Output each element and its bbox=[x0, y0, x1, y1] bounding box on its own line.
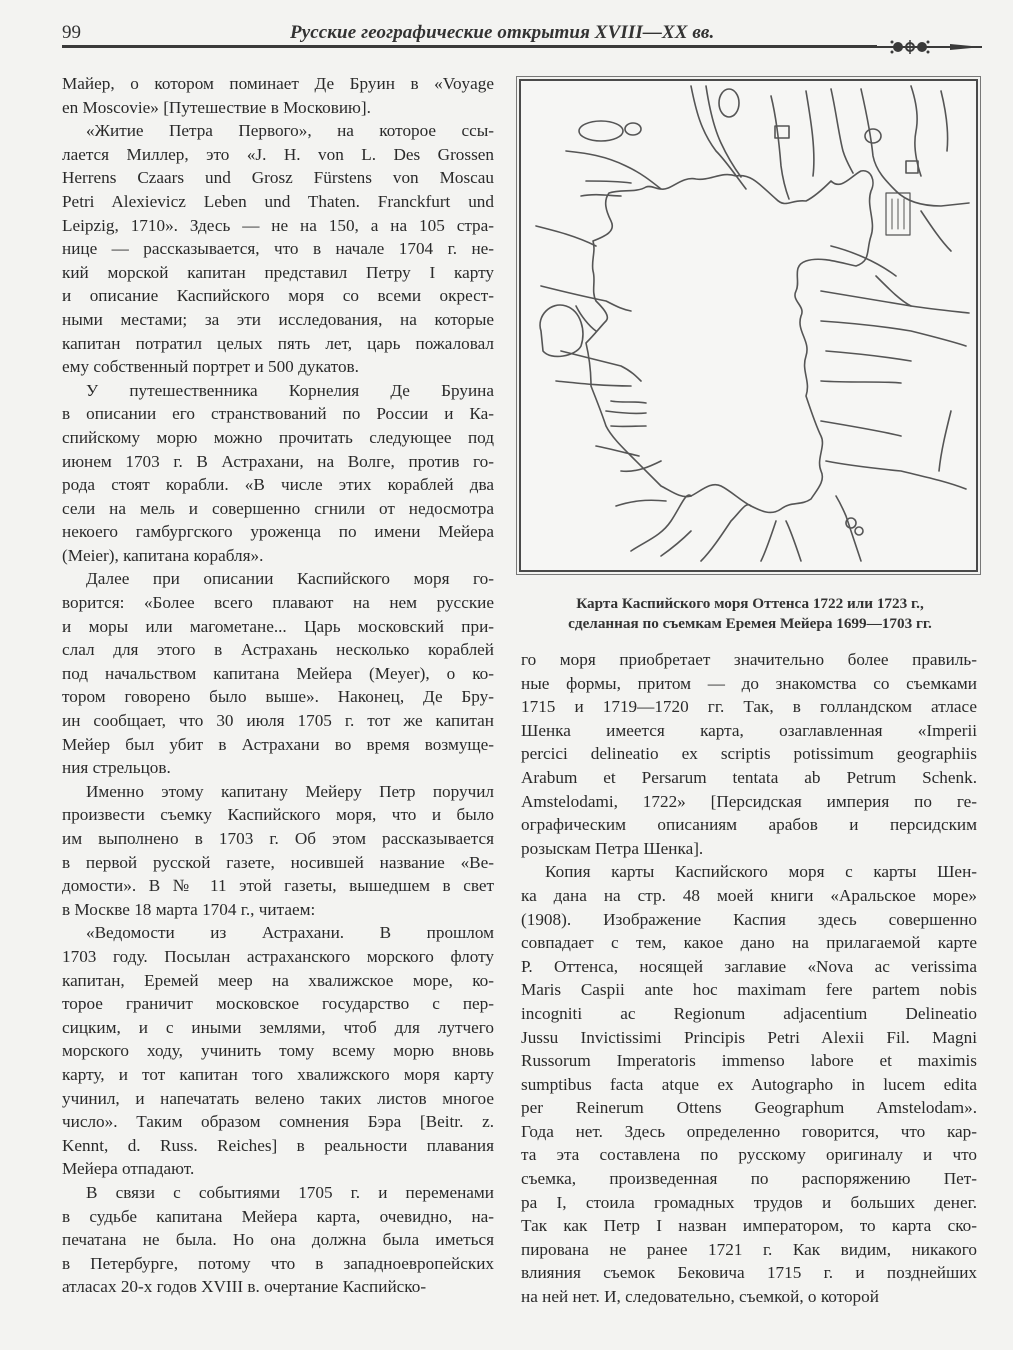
paragraph bbox=[62, 780, 494, 922]
text-line: Arabum et Persarum tentata ab Petrum Schenk. bbox=[521, 767, 977, 787]
text-line: ными местами; за эти исследования, на которые bbox=[62, 309, 494, 329]
text-line: В связи с событиями 1705 г. и переменами bbox=[86, 1182, 494, 1202]
text-line: ка дана на стр. 48 моей книги «Аральское море» bbox=[521, 885, 977, 905]
text-line: «Житие Петра Первого», на которое ссы- bbox=[86, 121, 494, 141]
text-line: домости». В № 11 этой газеты, вышедшем в свет bbox=[62, 876, 494, 896]
text-line: в описании его странствований по России и Ка- bbox=[62, 404, 494, 424]
text-line: влияния съемок Бековича 1715 г. и позднейших bbox=[521, 1263, 977, 1283]
text-line: ные формы, притом — до знакомства со съемками bbox=[521, 673, 977, 693]
figure-caption bbox=[519, 594, 981, 634]
text-line: Года нет. Здесь определенно говорится, что кар- bbox=[521, 1121, 977, 1141]
text-line: лается Миллер, это «J. H. von L. Des Grossen bbox=[62, 144, 494, 164]
text-line: го моря приобретает значительно более правиль- bbox=[521, 650, 977, 669]
text-line: (Meier), капитана корабля». bbox=[62, 545, 264, 565]
text-line: Amstelodami, 1722» [Персидская империя по ге- bbox=[521, 791, 977, 811]
text-line: съемка, произведенная по распоряжению Пет- bbox=[521, 1169, 977, 1189]
text-line: в судьбе капитана Мейера карта, очевидно, на- bbox=[62, 1206, 494, 1226]
text-line: кий морской капитан представил Петру I карту bbox=[62, 262, 494, 282]
paragraph bbox=[62, 567, 494, 779]
text-line: капитан, Еремей меер на хвалижское море, ко- bbox=[62, 970, 494, 990]
text-line: тором говорено было выше». Наконец, Де Бру- bbox=[62, 687, 494, 707]
paragraph bbox=[521, 860, 977, 1308]
text-line: Мейера отпадают. bbox=[62, 1159, 195, 1179]
text-line: карту, и тот капитан того хвалижского моря карту bbox=[62, 1064, 494, 1084]
text-line: нице — рассказывается, что в начале 1704 г. не- bbox=[62, 239, 494, 259]
text-line: та эта составлена по русскому оригиналу и что bbox=[521, 1145, 977, 1165]
text-line: Leipzig, 1710». Здесь — не на 150, а на 105 стра- bbox=[62, 215, 494, 235]
text-line: Russorum Imperatoris immenso labore et maximis bbox=[521, 1051, 977, 1071]
header-rule bbox=[62, 45, 877, 48]
text-line: ворится: «Более всего плавают на нем русские bbox=[62, 593, 494, 613]
text-line: июнем 1703 г. В Астрахани, на Волге, против го- bbox=[62, 451, 494, 471]
text-line: ин сообщает, что 30 июля 1705 г. тот же капитан bbox=[62, 711, 494, 731]
text-line: произвести съемку Каспийского моря, что и было bbox=[62, 805, 494, 825]
text-line: совпадает с тем, какое дано на прилагаемой карте bbox=[521, 933, 977, 953]
paragraph bbox=[62, 119, 494, 379]
text-line: Именно этому капитану Мейеру Петр поручил bbox=[86, 781, 494, 801]
text-line: per Reinerum Ottens Geographum Amstelodam». bbox=[521, 1098, 977, 1118]
paragraph bbox=[62, 1181, 494, 1299]
text-line: 1703 году. Посылан астраханского морского флоту bbox=[62, 946, 494, 966]
text-line: учинил, и напечатать велено таких листов многое bbox=[62, 1088, 494, 1108]
caspian-sea-map-figure bbox=[519, 79, 978, 572]
text-line: и моры или магометане... Царь московский при- bbox=[62, 616, 494, 636]
text-line: печатана не была. Но она должна была иметься bbox=[62, 1230, 494, 1250]
text-line: сицким, и с иными землями, чтоб для лутчего bbox=[62, 1017, 494, 1037]
text-line: Jussu Invictissimi Principis Petri Alexii Fil. Magni bbox=[521, 1027, 977, 1047]
text-line: Мейер был убит в Астрахани во время возмуще- bbox=[62, 734, 494, 754]
text-line: под начальством капитана Мейера (Meyer), о ко- bbox=[62, 663, 494, 683]
text-line: розыскам Петра Шенка]. bbox=[521, 838, 704, 858]
text-line: в Петербурге, потому что в западноевропейских bbox=[62, 1253, 494, 1273]
text-line: sumptibus facta atque ex Autographo in lucem edita bbox=[521, 1074, 977, 1094]
text-line: incogniti ac Regionum adjacentium Delineatio bbox=[521, 1003, 977, 1023]
text-line: им выполнено в 1703 г. Об этом рассказывается bbox=[62, 829, 494, 848]
text-line: морского ходу, учинить тому всему морю вновь bbox=[62, 1041, 494, 1061]
left-text-column bbox=[62, 72, 494, 1299]
text-line: в Москве 18 марта 1704 г., читаем: bbox=[62, 899, 316, 919]
text-line: число». Таким образом сомнения Бэра [Beitr. z. bbox=[62, 1112, 494, 1132]
text-line: ния стрельцов. bbox=[62, 758, 171, 778]
text-line: percici delineatio ex scriptis potissimum geographiis bbox=[521, 744, 977, 764]
caspian-sea-map-icon bbox=[521, 81, 976, 570]
text-line: и описание Каспийского моря со всеми окрест- bbox=[62, 286, 494, 306]
right-text-column bbox=[521, 648, 977, 1309]
text-line: ографическим описаниям арабов и персидским bbox=[521, 815, 977, 835]
text-line: капитан потратил целых пять лет, царь пожаловал bbox=[62, 333, 494, 353]
text-line: Майер, о котором поминает Де Бруин в «Voyage bbox=[62, 74, 494, 93]
paragraph bbox=[62, 921, 494, 1181]
running-title: Русские географические открытия XVIII—XX вв. bbox=[290, 22, 715, 43]
paragraph bbox=[62, 379, 494, 568]
text-line: спийскому морю можно прочитать следующее под bbox=[62, 427, 494, 447]
text-line: Копия карты Каспийского моря с карты Шен- bbox=[545, 862, 977, 882]
text-line: ра I, стоила громадных трудов и больших денег. bbox=[521, 1192, 977, 1212]
text-line: Maris Caspii ante hoc maximam fere partem nobis bbox=[521, 980, 977, 1000]
text-line: Petri Alexievicz Leben und Thaten. Franckfurt und bbox=[62, 191, 494, 211]
text-line: рода стоят корабли. «В числе этих кораблей два bbox=[62, 475, 494, 495]
page-number: 99 bbox=[62, 22, 81, 43]
text-line: в первой русской газете, носившей название «Ве- bbox=[62, 852, 494, 872]
text-line: «Ведомости из Астрахани. В прошлом bbox=[86, 923, 494, 943]
text-line: Herrens Czaars und Grosz Fürstens von Moscau bbox=[62, 168, 494, 188]
text-line: на ней нет. И, следовательно, съемкой, о которой bbox=[521, 1287, 879, 1307]
text-line: пирована не ранее 1721 г. Как видим, никакого bbox=[521, 1239, 977, 1259]
text-line: Kennt, d. Russ. Reiches] в реальности плавания bbox=[62, 1135, 494, 1155]
paragraph bbox=[521, 648, 977, 860]
caption-line: Карта Каспийского моря Оттенса 1722 или 1723 г., bbox=[576, 595, 924, 612]
paragraph bbox=[62, 72, 494, 119]
text-line: У путешественника Корнелия Де Бруина bbox=[86, 380, 494, 400]
text-line: сели на мель и совершенно сгнили от недосмотра bbox=[62, 498, 494, 518]
text-line: Так как Петр I назван императором, то карта ско- bbox=[521, 1216, 977, 1236]
text-line: Шенка имеется карта, озаглавленная «Imperii bbox=[521, 720, 977, 740]
text-line: Р. Оттенса, носящей заглавие «Nova ac verissima bbox=[521, 956, 977, 976]
text-line: 1715 и 1719—1720 гг. Так, в голландском атласе bbox=[521, 697, 977, 717]
text-line: Далее при описании Каспийского моря го- bbox=[86, 569, 494, 589]
text-line: атласах 20-х годов XVIII в. очертание Каспийско- bbox=[62, 1277, 427, 1297]
text-line: слал для этого в Астрахань несколько кораблей bbox=[62, 640, 494, 660]
text-line: торое граничит московское государство с пер- bbox=[62, 994, 494, 1014]
text-line: некоего гамбургского уроженца по имени Мейера bbox=[62, 522, 494, 542]
text-line: (1908). Изображение Каспия здесь совершенно bbox=[521, 909, 977, 929]
decorative-ornament-icon bbox=[870, 36, 982, 56]
text-line: ему собственный портрет и 500 дукатов. bbox=[62, 357, 359, 377]
caption-line: сделанная по съемкам Еремея Мейера 1699—1703 гг. bbox=[568, 615, 932, 632]
text-line: en Moscovie» [Путешествие в Московию]. bbox=[62, 97, 371, 117]
